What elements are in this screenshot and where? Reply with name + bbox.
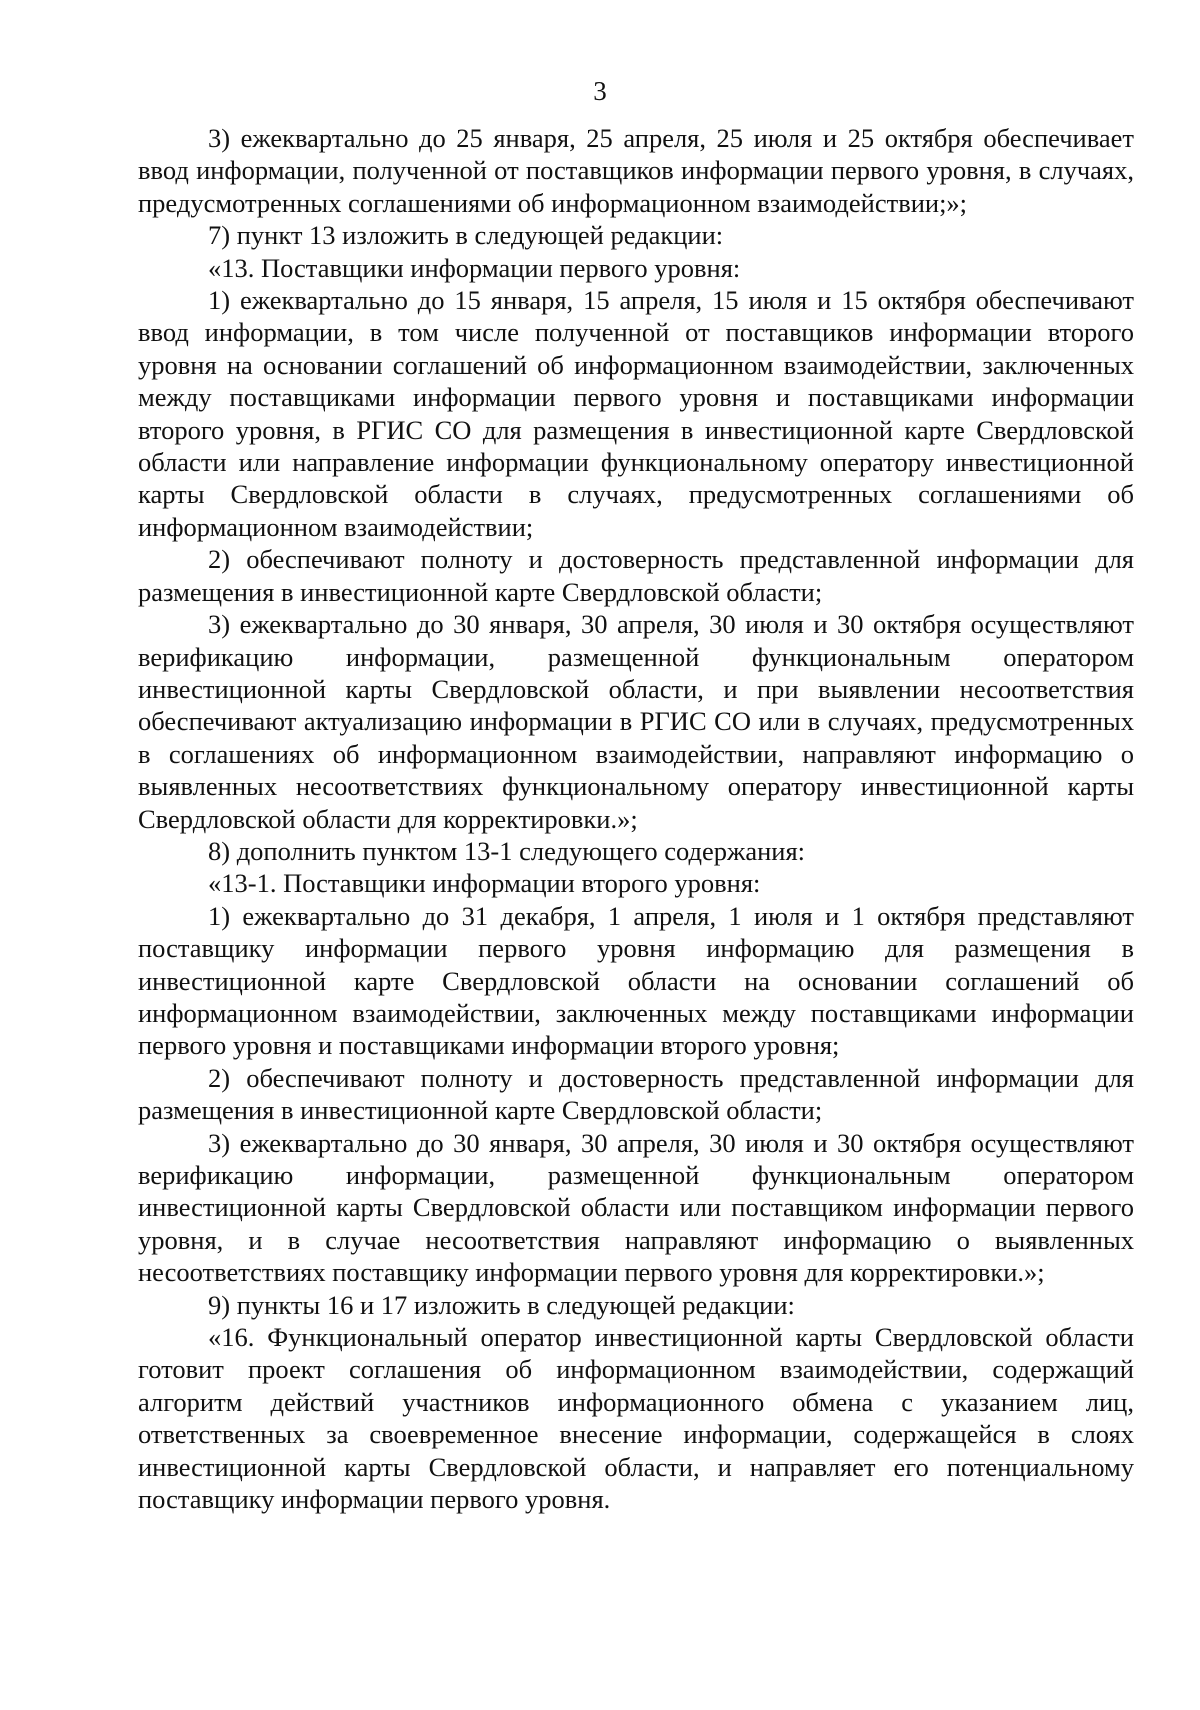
paragraph-clause-16: «16. Функциональный оператор инвестиционной карты Свердловской области готовит проект соглашения об информационном взаимодействии, содержащий алгоритм действий участников информационного обмена с указанием лиц, ответственных за своевременное внесение информации, содержащейся в слоях инвестиционной карты Свердловской области, и направляет его потенциальному поставщику информации первого уровня. [138,1322,1134,1515]
paragraph-clause-13-1-item-1: 1) ежеквартально до 31 декабря, 1 апреля, 1 июля и 1 октября представляют поставщику информации первого уровня информацию для размещения в инвестиционной карте Свердловской области на основании соглашений об информационном взаимодействии, заключенных между поставщиками информации первого уровня и поставщиками информации второго уровня; [138,900,1134,1061]
paragraph-clause-13-item-1: 1) ежеквартально до 15 января, 15 апреля, 15 июля и 15 октября обеспечивают ввод информации, в том числе полученной от поставщиков информации второго уровня на основании соглашений об информационном взаимодействии, заключенных между поставщиками информации первого уровня и поставщиками информации второго уровня, в РГИС СО для размещения в инвестиционной карте Свердловской области или направление информации функциональному оператору инвестиционной карты Свердловской области в случаях, предусмотренных соглашениями об информационном взаимодействии; [138,285,1134,542]
paragraph-clause-13-item-2: 2) обеспечивают полноту и достоверность представленной информации для размещения в инвестиционной карте Свердловской области; [138,544,1134,607]
paragraph-amendment-8: 8) дополнить пунктом 13-1 следующего содержания: [208,835,806,866]
paragraph-clause-13-1-item-2: 2) обеспечивают полноту и достоверность представленной информации для размещения в инвестиционной карте Свердловской области; [138,1062,1134,1126]
paragraph-item-3-continuation: 3) ежеквартально до 25 января, 25 апреля, 25 июля и 25 октября обеспечивает ввод информации, полученной от поставщиков информации первого уровня, в случаях, предусмотренных соглашениями об информационном взаимодействии;»; [138,123,1134,218]
paragraph-clause-13-1-item-3: 3) ежеквартально до 30 января, 30 апреля, 30 июля и 30 октября осуществляют верификацию информации, размещенной функциональным оператором инвестиционной карты Свердловской области или поставщиком информации первого уровня, и в случае несоответствия направляют информацию о выявленных несоответствиях поставщику информации первого уровня для корректировки.»; [138,1127,1134,1288]
paragraph-amendment-7: 7) пункт 13 изложить в следующей редакции: [208,220,724,251]
paragraph-clause-13-item-3: 3) ежеквартально до 30 января, 30 апреля, 30 июля и 30 октября осуществляют верификацию информации, размещенной функциональным оператором инвестиционной карты Свердловской области, и при выявлении несоответствия обеспечивают актуализацию информации в РГИС СО или в случаях, предусмотренных в соглашениях об информационном взаимодействии, направляют информацию о выявленных несоответствиях функциональному оператору инвестиционной карты Свердловской области для корректировки.»; [138,609,1134,834]
document-body [138,122,1134,1515]
paragraph-clause-13-heading: «13. Поставщики информации первого уровня: [208,252,741,283]
paragraph-clause-13-1-heading: «13-1. Поставщики информации второго уровня: [208,868,761,899]
paragraph-amendment-9: 9) пункты 16 и 17 изложить в следующей редакции: [208,1289,795,1320]
page-number: 3 [593,76,607,106]
